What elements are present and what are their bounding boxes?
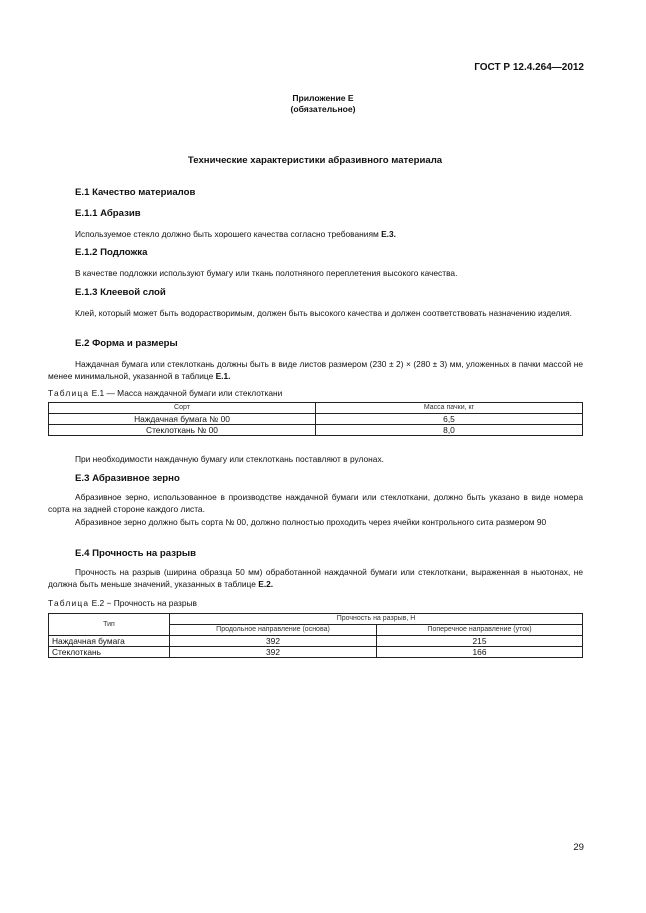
table1-header-mass: Масса пачки, кг [316, 403, 583, 414]
table1-cell: Наждачная бумага № 00 [49, 414, 316, 425]
paragraph-e3-1: Абразивное зерно, использованное в производстве наждачной бумаги или стеклоткани, должно быть указано в виде номера сорта на задней стороне каждого листа. [48, 492, 583, 514]
paragraph-e11-ref: Е.3. [381, 229, 396, 239]
paragraph-e13: Клей, который может быть водорастворимым, должен быть высокого качества и должен соответствовать назначению изделия. [75, 308, 572, 318]
paragraph-e11-text: Используемое стекло должно быть хорошего качества согласно требованиям [75, 229, 382, 239]
table1-cell: Стеклоткань № 00 [49, 425, 316, 436]
table-row [49, 414, 583, 425]
table1-caption-word: Таблица [48, 388, 90, 398]
table2-cell: Стеклоткань [49, 647, 170, 658]
appendix-status: (обязательное) [290, 104, 356, 114]
heading-e4: Е.4 Прочность на разрыв [75, 548, 196, 559]
appendix-title: Приложение Е [292, 93, 354, 103]
table2-cell: Наждачная бумага [49, 636, 170, 647]
heading-e3: Е.3 Абразивное зерно [75, 473, 180, 484]
table-row [49, 636, 583, 647]
heading-e13: Е.1.3 Клеевой слой [75, 287, 166, 298]
table-row [49, 647, 583, 658]
table1-caption [48, 388, 282, 398]
table2-cell: 392 [170, 647, 377, 658]
table-e1 [48, 402, 583, 436]
table2-cell: 215 [377, 636, 583, 647]
table2-cell: 392 [170, 636, 377, 647]
paragraph-e4 [48, 567, 583, 590]
paragraph-e4-ref: Е.2. [258, 578, 274, 589]
table1-caption-text: Е.1 — Масса наждачной бумаги или стеклоткани [89, 388, 283, 398]
table1-cell: 6,5 [316, 414, 583, 425]
paragraph-e2-text: Наждачная бумага или стеклоткань должны быть в виде листов размером (230 ± 2) × (280 ± 3) мм, уложенных в пачки массой не менее минимальной, указанной в таблице [48, 359, 583, 381]
paragraph-e4-text: Прочность на разрыв (ширина образца 50 мм) обработанной наждачной бумаги или стеклоткани, выраженная в ньютонах, не должна быть меньше значений, указанных в таблице [48, 567, 583, 589]
table2-subheader-transverse: Поперечное направление (уток) [377, 625, 583, 636]
heading-e12: Е.1.2 Подложка [75, 247, 148, 258]
main-title: Технические характеристики абразивного материала [187, 155, 443, 166]
heading-e1: Е.1 Качество материалов [75, 187, 196, 198]
table2-caption-text: Е.2 − Прочность на разрыв [89, 598, 197, 608]
appendix-heading [0, 93, 646, 115]
paragraph-e11 [48, 229, 583, 241]
heading-e2: Е.2 Форма и размеры [75, 338, 178, 349]
table2-caption [48, 598, 197, 608]
table-row [49, 425, 583, 436]
table2-caption-word: Таблица [48, 598, 90, 608]
table1-cell: 8,0 [316, 425, 583, 436]
page-number: 29 [573, 842, 584, 853]
paragraph-e2-note: При необходимости наждачную бумагу или стеклоткань поставляют в рулонах. [75, 454, 384, 464]
table-e2 [48, 613, 583, 658]
heading-e11: Е.1.1 Абразив [75, 208, 141, 219]
paragraph-e2 [48, 359, 583, 382]
standard-number: ГОСТ Р 12.4.264—2012 [474, 62, 584, 73]
table2-subheader-longitudinal: Продольное направление (основа) [170, 625, 377, 636]
table2-header-group: Прочность на разрыв, Н [170, 614, 583, 625]
paragraph-e3-2: Абразивное зерно должно быть сорта № 00, должно полностью проходить через ячейки контрольного сита размером 90 [75, 517, 547, 527]
table2-header-type: Тип [49, 614, 170, 636]
paragraph-e2-ref: Е.1. [215, 370, 231, 381]
table2-cell: 166 [377, 647, 583, 658]
table1-header-grade: Сорт [49, 403, 316, 414]
paragraph-e12: В качестве подложки используют бумагу или ткань полотняного переплетения высокого качества. [75, 268, 458, 278]
